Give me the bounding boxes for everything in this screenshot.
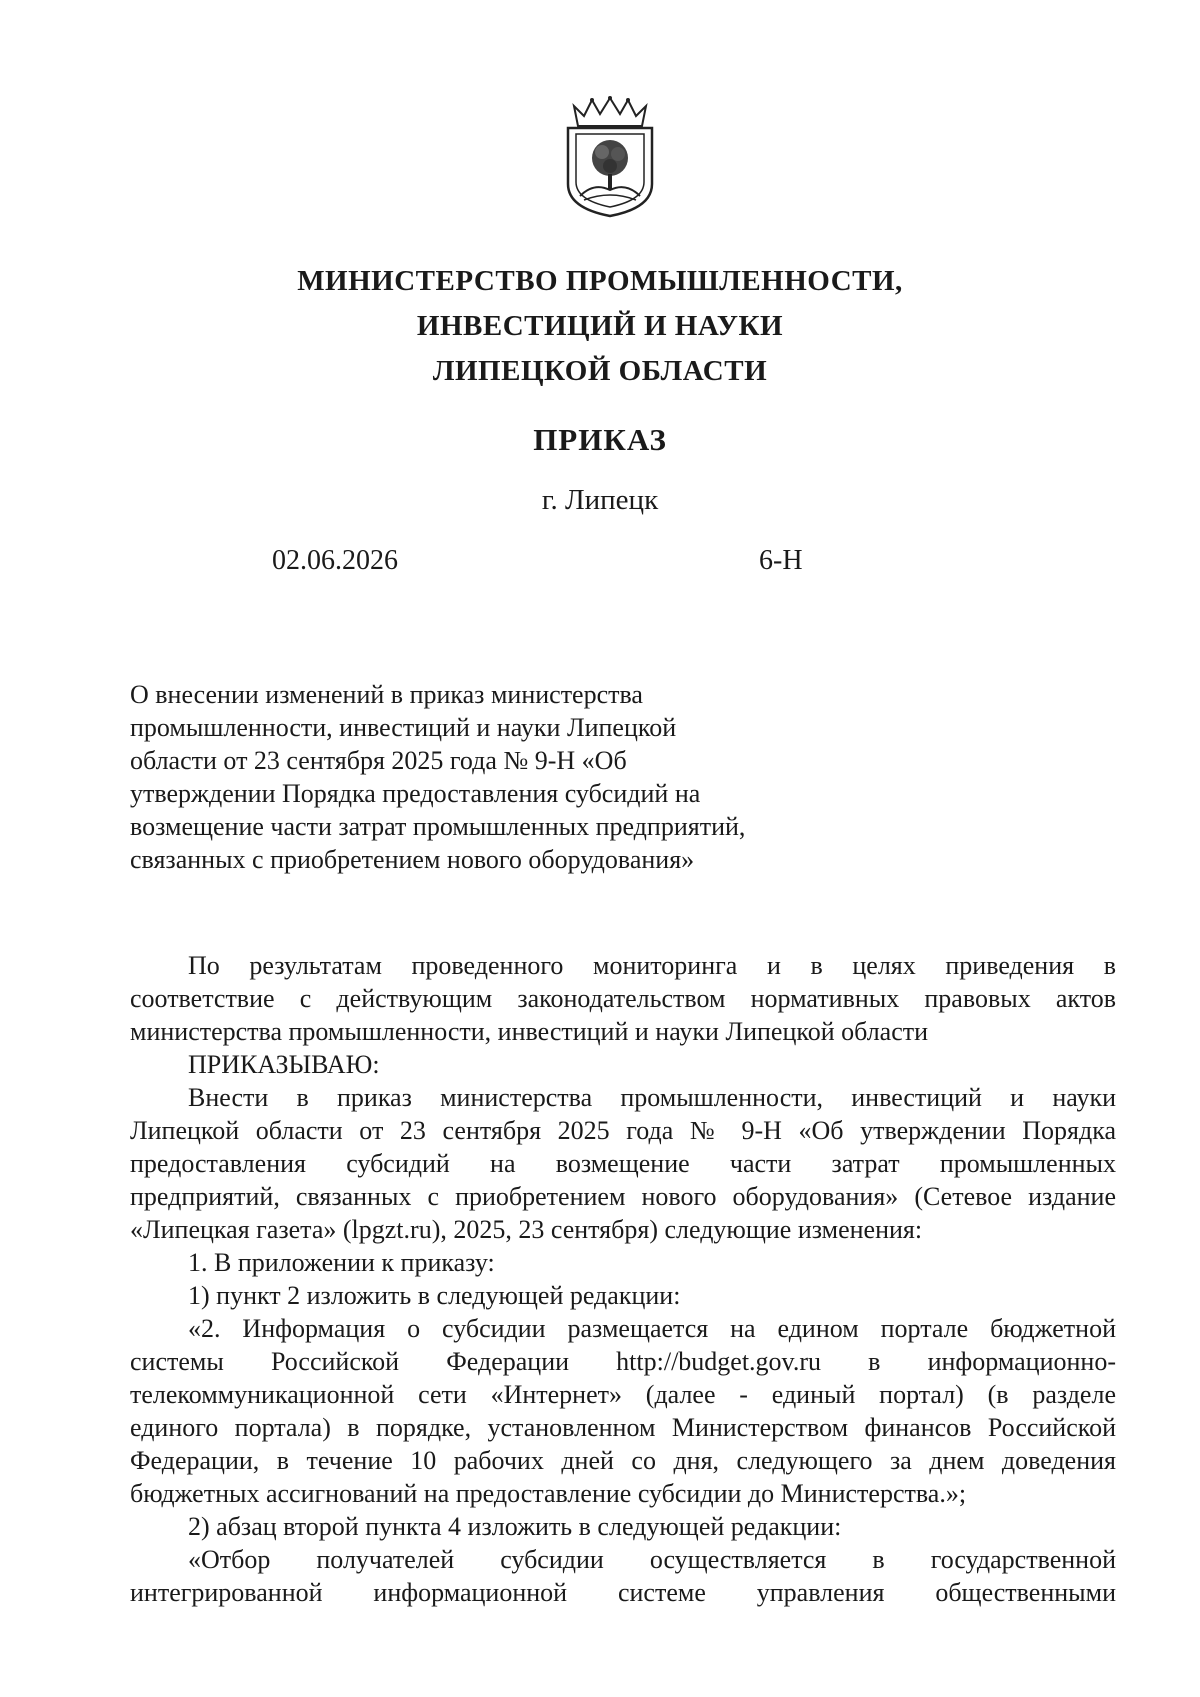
subject-line: промышленности, инвестиций и науки Липецкой [130, 713, 677, 742]
body-line: «Отбор получателей субсидии осуществляется в государственной [188, 1545, 1116, 1574]
body-line: «2. Информация о субсидии размещается на едином портале бюджетной [188, 1314, 1116, 1343]
body-line: бюджетных ассигнований на предоставление субсидии до Министерства.»; [130, 1479, 967, 1508]
body-line: министерства промышленности, инвестиций и науки Липецкой области [130, 1017, 929, 1046]
body-line: 1) пункт 2 изложить в следующей редакции: [188, 1281, 681, 1310]
body-line: предприятий, связанных с приобретением нового оборудования» (Сетевое издание [130, 1182, 1116, 1211]
order-subject [130, 678, 810, 876]
document-type-title: ПРИКАЗ [533, 422, 667, 457]
subject-line: возмещение части затрат промышленных предприятий, [130, 812, 746, 841]
subject-line: связанных с приобретением нового оборудования» [130, 845, 695, 874]
body-line: интегрированной информационной системе управления общественными [130, 1578, 1116, 1607]
city-label: г. Липецк [541, 484, 659, 516]
body-line: По результатам проведенного мониторинга и в целях приведения в [188, 951, 1116, 980]
body-line: 1. В приложении к приказу: [188, 1248, 495, 1277]
body-line: Федерации, в течение 10 рабочих дней со дня, следующего за днем доведения [130, 1446, 1116, 1475]
ministry-title-line-2: ИНВЕСТИЦИЙ И НАУКИ [416, 310, 784, 342]
body-line: предоставления субсидий на возмещение части затрат промышленных [130, 1149, 1116, 1178]
body-line: системы Российской Федерации http://budget.gov.ru в информационно- [130, 1347, 1116, 1376]
body-line: соответствие с действующим законодательством нормативных правовых актов [130, 984, 1116, 1013]
body-line: «Липецкая газета» (lpgzt.ru), 2025, 23 сентября) следующие изменения: [130, 1215, 923, 1244]
coat-of-arms-emblem [564, 96, 656, 218]
ministry-title-line-1: МИНИСТЕРСТВО ПРОМЫШЛЕННОСТИ, [297, 265, 903, 297]
order-date: 02.06.2026 [272, 545, 398, 576]
order-body-text [130, 949, 1116, 1609]
order-number: 6-Н [759, 545, 803, 576]
order-directive: ПРИКАЗЫВАЮ: [188, 1050, 380, 1079]
body-line: единого портала) в порядке, установленном Министерством финансов Российской [130, 1413, 1116, 1442]
subject-line: утверждении Порядка предоставления субсидий на [130, 779, 701, 808]
body-line: 2) абзац второй пункта 4 изложить в следующей редакции: [188, 1512, 842, 1541]
ministry-title-line-3: ЛИПЕЦКОЙ ОБЛАСТИ [432, 355, 768, 387]
body-line: Липецкой области от 23 сентября 2025 года № 9-Н «Об утверждении Порядка [130, 1116, 1116, 1145]
body-line: телекоммуникационной сети «Интернет» (далее - единый портал) (в разделе [130, 1380, 1116, 1409]
subject-line: области от 23 сентября 2025 года № 9-Н «Об [130, 746, 627, 775]
subject-line: О внесении изменений в приказ министерства [130, 680, 643, 709]
body-line: Внести в приказ министерства промышленности, инвестиций и науки [188, 1083, 1116, 1112]
